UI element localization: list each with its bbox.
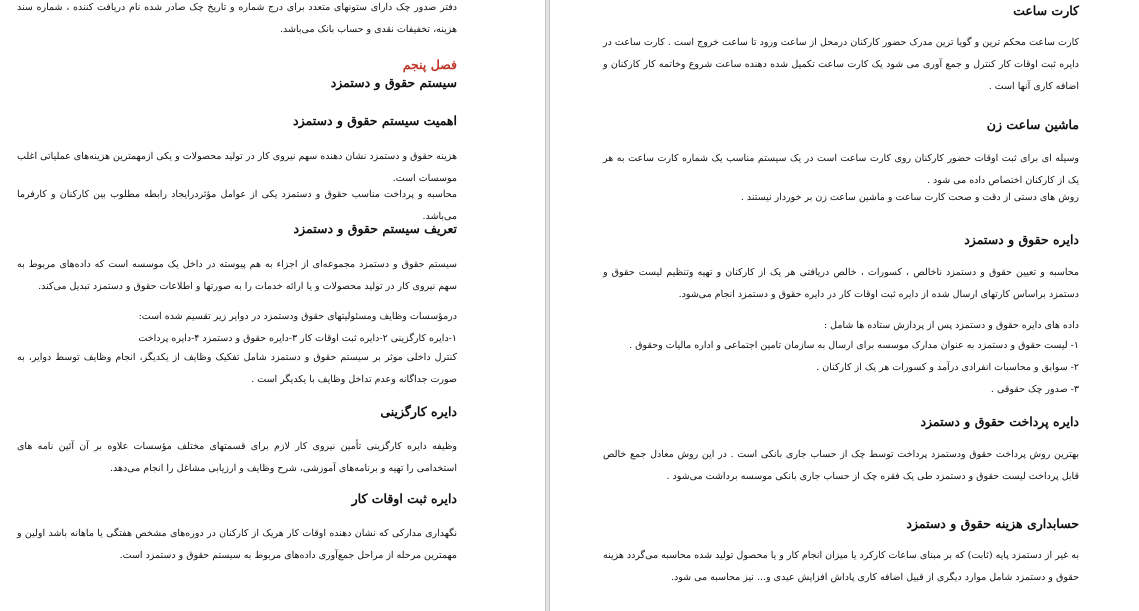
document-page-right [550, 0, 1139, 611]
section-heading-payroll-dept: دایره حقوق و دستمزد [964, 232, 1079, 247]
document-page-left [0, 0, 545, 611]
paragraph-payment-dept-1: بهترین روش پرداخت حقوق ودستمزد پرداخت توسط چک از حساب جاری بانکی است . در این روش معادل جمع خالص قابل پرداخت لیست حقوق و دستمزد طی یک فقره چک از حساب جاری بانکی موسسه برداشت می‌شود . [603, 449, 1079, 482]
section-heading-personnel: دایره کارگزینی [380, 404, 457, 419]
paragraph-personnel-1: وظیفه دایره کارگزینی تأمین نیروی کار لازم برای قسمتهای مختلف مؤسسات علاوه بر آن آئین نامه های استخدامی را تهیه و برنامه‌های آموزشی، شرح وظایف و ارزیابی مشاغل را انجام می‌دهد. [17, 441, 457, 474]
section-heading-timekeeping: دایره ثبت اوقات کار [351, 491, 457, 506]
list-item: ۲- سوابق و محاسبات انفرادی درآمد و کسورات هر یک از کارکنان . [816, 362, 1079, 373]
section-heading-payroll-accounting: حسابداری هزینه حقوق و دستمزد [906, 516, 1079, 531]
intro-paragraph: دفتر صدور چک دارای ستونهای متعدد برای درج شماره و تاریخ چک صادر شده نام دریافت کننده ، شماره سند هزینه، تخفیفات نقدی و حساب بانک می‌باشد. [17, 2, 457, 35]
chapter-title: سیستم حقوق و دستمزد [330, 75, 457, 90]
paragraph-timekeeping-1: نگهداری مدارکی که نشان دهنده اوقات کار هریک از کارکنان در دوره‌های مشخص هفتگی یا ماهانه باشد اولین و مهمترین مرحله از مراحل جمع‌آوری داده‌های مربوط به سیستم حقوق و دستمزد است. [17, 528, 457, 561]
paragraph-time-card-1: کارت ساعت محکم ترین و گویا ترین مدرک حضور کارکنان درمحل از ساعت ورود تا ساعت خروج است . کارت ساعت در دایره ثبت اوقات کار کنترل و جمع آوری می شود یک کارت ساعت تکمیل شده دهنده ساعت شروع وخاتمه کار کارکنان و اضافه کاری آنها است . [603, 37, 1079, 92]
paragraph-payroll-dept-1: محاسبه و تعیین حقوق و دستمزد ناخالص ، کسورات ، خالص دریافتی هر یک از کارکنان و تهیه وتنظیم لیست حقوق و دستمزد براساس کارتهای ارسال شده از دایره ثبت اوقات کار در دایره حقوق و دستمزد انجام می‌شود. [603, 267, 1079, 300]
list-item: ۱- لیست حقوق و دستمزد به عنوان مدارک موسسه برای ارسال به سازمان تامین اجتماعی و اداره مالیات وحقوق . [629, 340, 1079, 351]
paragraph-importance-2: محاسبه و پرداخت مناسب حقوق و دستمزد یکی از عوامل مؤثردرایجاد رابطه مطلوب بین کارکنان و کارفرما می‌باشد. [17, 189, 457, 222]
paragraph-time-clock-1: وسیله ای برای ثبت اوقات حضور کارکنان روی کارت ساعت است در یک سیستم مناسب یک شماره کارت ساعت به هر یک از کارکنان اختصاص داده می شود . [603, 153, 1079, 186]
paragraph-definition-2: درمؤسسات وظایف ومسئولیتهای حقوق ودستمزد در دوایر زیر تقسیم شده است: [138, 311, 457, 322]
paragraph-time-clock-2: روش های دستی از دقت و صحت کارت ساعت و ماشین ساعت زن بر خوردار نیستند . [740, 192, 1079, 203]
paragraph-definition-4: کنترل داخلی موثر بر سیستم حقوق و دستمزد شامل تفکیک وظایف از یکدیگر، انجام وظایف توسط دوایر، به صورت جداگانه وعدم تداخل وظایف با یکدیگر است . [17, 352, 457, 385]
section-heading-definition: تعریف سیستم حقوق و دستمزد [293, 221, 457, 236]
section-heading-time-card: کارت ساعت [1013, 3, 1079, 18]
paragraph-importance-1: هزینه حقوق و دستمزد نشان دهنده سهم نیروی کار در تولید محصولات و یکی ازمهمترین هزینه‌های عملیاتی اغلب موسسات است. [17, 151, 457, 184]
section-heading-importance: اهمیت سیستم حقوق و دستمزد [293, 113, 457, 128]
chapter-label: فصل پنجم [402, 57, 457, 72]
paragraph-definition-3: ۱-دایره کارگزینی ۲-دایره ثبت اوقات کار ۳-دایره حقوق و دستمزد ۴-دایره پرداخت [138, 333, 457, 344]
payroll-outputs-list [603, 335, 1079, 401]
section-heading-time-clock: ماشین ساعت زن [986, 117, 1079, 132]
paragraph-payroll-accounting-1: به غیر از دستمزد پایه (ثابت) که بر مبنای ساعات کارکرد یا میزان انجام کار و یا محصول تولید شده محاسبه می‌گردد هزینه حقوق و دستمزد شامل موارد دیگری از قبیل اضافه کاری پاداش افزایش عیدی و... نیز محاسبه می شود. [602, 550, 1079, 583]
paragraph-payroll-dept-2: داده های دایره حقوق و دستمزد پس از پردازش ستاده ها شامل : [823, 320, 1079, 331]
list-item: ۳- صدور چک حقوقی . [990, 384, 1079, 395]
section-heading-payment-dept: دایره پرداخت حقوق و دستمزد [920, 414, 1079, 429]
paragraph-definition-1: سیستم حقوق و دستمزد مجموعه‌ای از اجزاء به هم پیوسته در داخل یک موسسه است که داده‌های مربوط به سهم نیروی کار در تولید محصولات و یا ارائه خدمات را به صورتها و اطلاعات حقوق و دستمزد تبدیل می‌کند. [17, 259, 457, 292]
